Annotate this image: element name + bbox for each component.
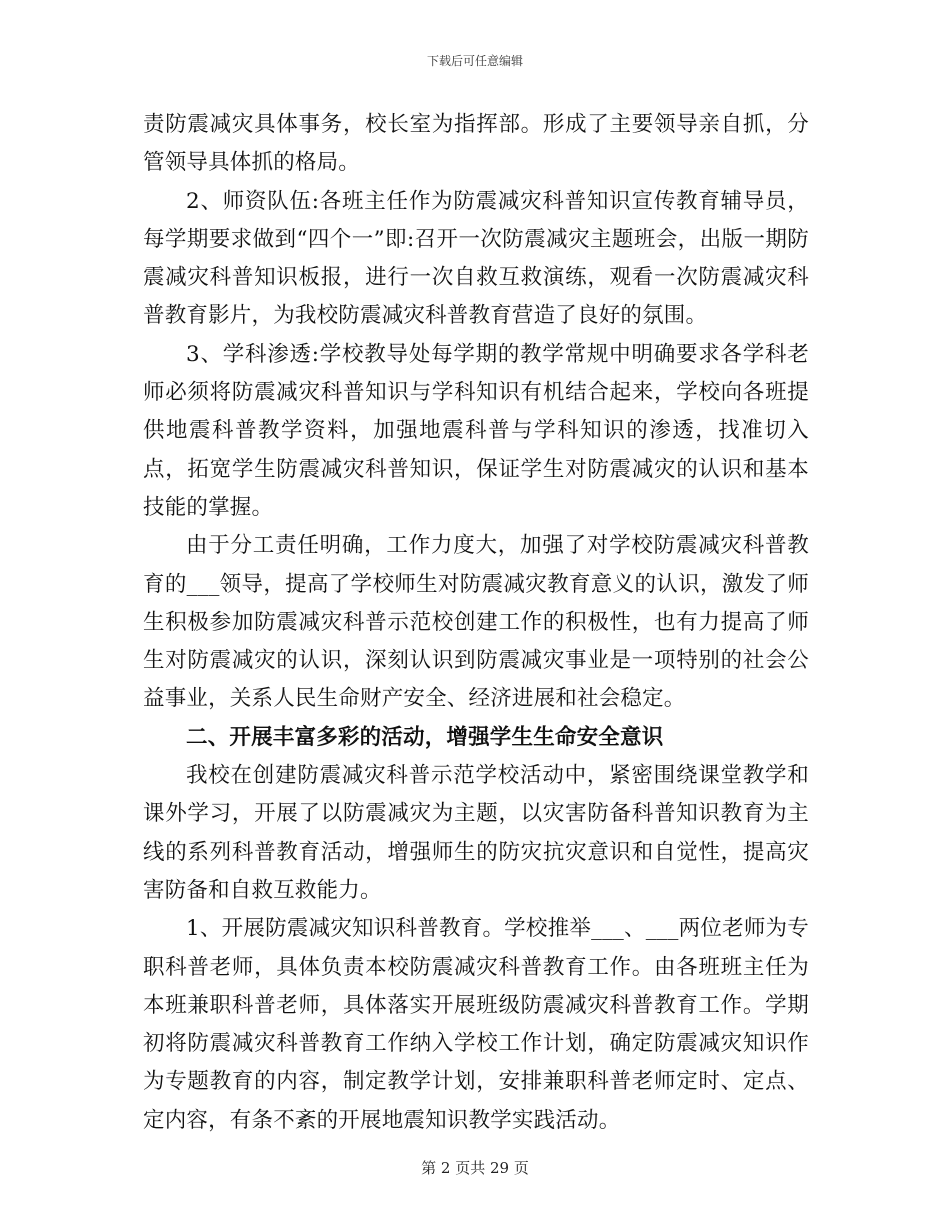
paragraph-knowledge-education: 1、开展防震减灾知识科普教育。学校推举___、___两位老师为专职科普老师，具体负责本校防震减灾科普教育工作。由各班班主任为本班兼职科普老师，具体落实开展班级防震减灾科普教育工作。学期初将防震减灾科普教育工作纳入学校工作计划，确定防震减灾知识作为专题教育的内容，制定教学计划，安排兼职科普老师定时、定点、定内容，有条不紊的开展地震知识教学实践活动。 xyxy=(143,916,809,1133)
paragraph-continuation: 责防震减灾具体事务，校长室为指挥部。形成了主要领导亲自抓，分管领导具体抓的格局。 xyxy=(143,112,809,176)
document-body xyxy=(143,106,809,1140)
paragraph-summary: 由于分工责任明确，工作力度大，加强了对学校防震减灾科普教育的___领导，提高了学校师生对防震减灾教育意义的认识，激发了师生积极参加防震减灾科普示范校创建工作的积极性，也有力提高了师生对防震减灾的认识，深刻认识到防震减灾事业是一项特别的社会公益事业，关系人民生命财产安全、经济进展和社会稳定。 xyxy=(143,533,809,712)
page-header: 下载后可任意编辑 xyxy=(426,54,523,68)
paragraph-teacher-team: 2、师资队伍:各班主任作为防震减灾科普知识宣传教育辅导员，每学期要求做到“四个一”即:召开一次防震减灾主题班会，出版一期防震减灾科普知识板报，进行一次自救互救演练，观看一次防震减灾科普教育影片，为我校防震减灾科普教育营造了良好的氛围。 xyxy=(143,188,809,329)
page-footer: 第 2 页共 29 页 xyxy=(421,1159,529,1177)
paragraph-subject-integration: 3、学科渗透:学校教导处每学期的教学常规中明确要求各学科老师必须将防震减灾科普知识与学科知识有机结合起来，学校向各班提供地震科普教学资料，加强地震科普与学科知识的渗透，找准切入点，拓宽学生防震减灾科普知识，保证学生对防震减灾的认识和基本技能的掌握。 xyxy=(143,341,809,520)
section-heading: 二、开展丰富多彩的活动，增强学生生命安全意识 xyxy=(186,724,664,750)
paragraph-activities-intro: 我校在创建防震减灾科普示范学校活动中，紧密围绕课堂教学和课外学习，开展了以防震减灾为主题，以灾害防备科普知识教育为主线的系列科普教育活动，增强师生的防灾抗灾意识和自觉性，提高灾害防备和自救互救能力。 xyxy=(143,763,809,903)
